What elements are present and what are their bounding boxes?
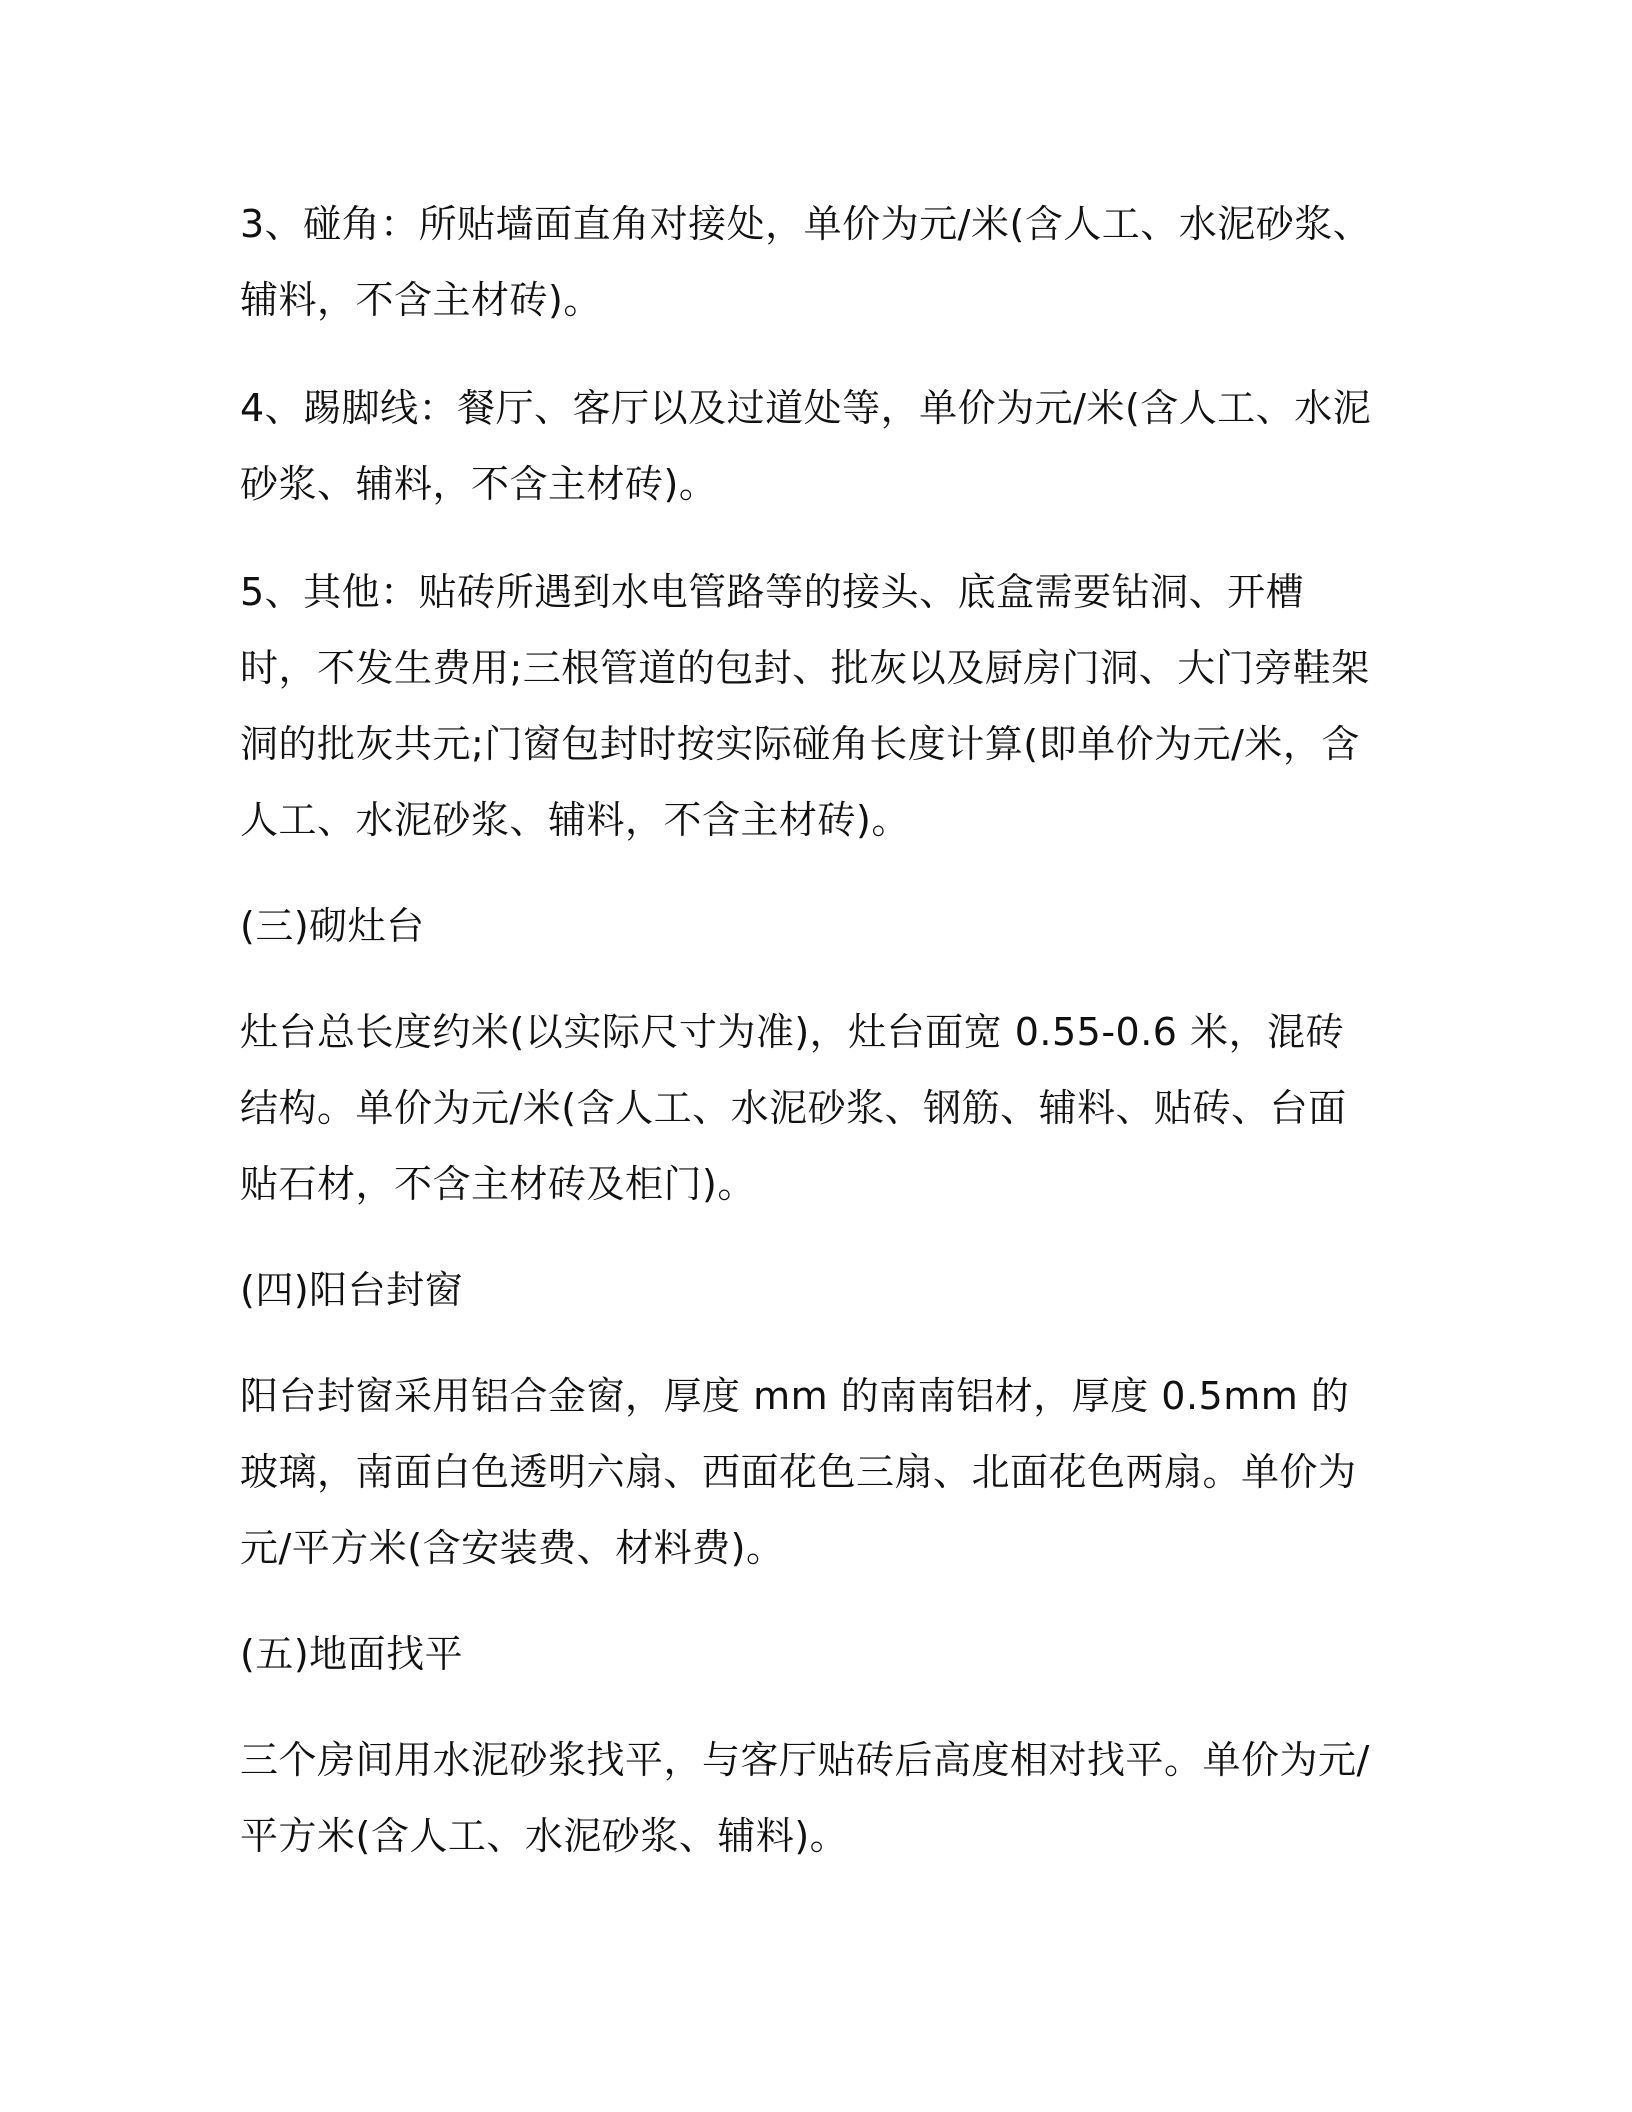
- section-heading-stove: (三)砌灶台: [240, 904, 425, 948]
- paragraph-floor-leveling: 三个房间用水泥砂浆找平，与客厅贴砖后高度相对找平。单价为元/平方米(含人工、水泥砂浆、辅料)。: [240, 1738, 1370, 1858]
- section-heading-floor-leveling: (五)地面找平: [240, 1632, 464, 1676]
- paragraph-balcony-window: 阳台封窗采用铝合金窗，厚度 mm 的南南铝材，厚度 0.5mm 的玻璃，南面白色透明六扇、西面花色三扇、北面花色两扇。单价为元/平方米(含安装费、材料费)。: [240, 1374, 1357, 1570]
- paragraph-stove: 灶台总长度约米(以实际尺寸为准)，灶台面宽 0.55-0.6 米，混砖结构。单价为元/米(含人工、水泥砂浆、钢筋、辅料、贴砖、台面贴石材，不含主材砖及柜门)。: [240, 1010, 1347, 1206]
- section-heading-balcony-window: (四)阳台封窗: [240, 1268, 464, 1312]
- paragraph-corner-tiling: 3、碰角：所贴墙面直角对接处，单价为元/米(含人工、水泥砂浆、辅料，不含主材砖)。: [240, 202, 1372, 322]
- paragraph-skirting-line: 4、踢脚线：餐厅、客厅以及过道处等，单价为元/米(含人工、水泥砂浆、辅料，不含主材砖)。: [240, 386, 1372, 506]
- paragraph-other-items: 5、其他：贴砖所遇到水电管路等的接头、底盒需要钻洞、开槽时，不发生费用;三根管道的包封、批灰以及厨房门洞、大门旁鞋架洞的批灰共元;门窗包封时按实际碰角长度计算(即单价为元/米，含人工、水泥砂浆、辅料，不含主材砖)。: [240, 570, 1370, 842]
- document-body: [240, 186, 1380, 1874]
